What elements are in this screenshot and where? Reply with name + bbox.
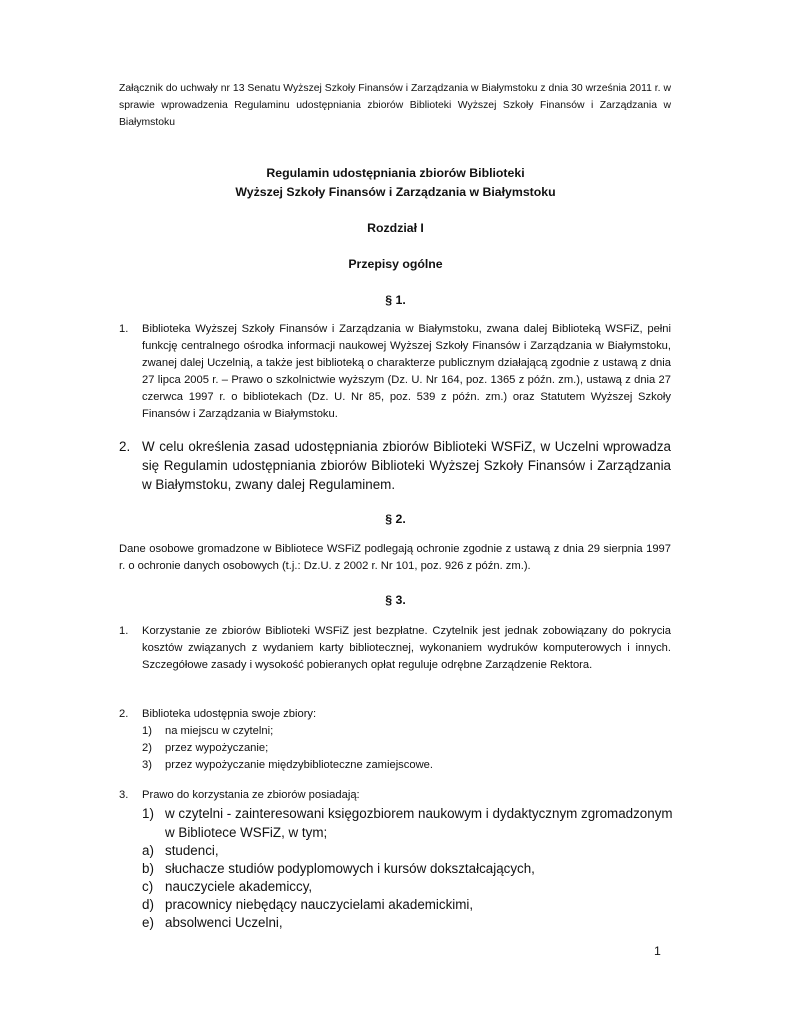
letter-marker: d): [142, 897, 154, 912]
letter-marker: c): [142, 879, 154, 894]
sub-text: na miejscu w czytelni;: [165, 725, 274, 737]
section-2-text: Dane osobowe gromadzone w Bibliotece WSFiZ podlegają ochronie zgodnie z ustawą z dnia 29 sierpnia 1997 r. o ochronie danych osobowych (t.j.: Dz.U. z 2002 r. Nr 101, poz. 926 z późn. zm.).: [119, 543, 671, 572]
sub-number: 2): [142, 742, 152, 754]
item-number: 3.: [119, 789, 129, 801]
sub-text: przez wypożyczanie międzybiblioteczne zamiejscowe.: [165, 759, 433, 771]
item-text: Biblioteka Wyższej Szkoły Finansów i Zarządzania w Białymstoku, zwana dalej Biblioteką WSFiZ, pełni funkcję centralnego ośrodka informacji naukowej Wyższej Szkoły Finansów i Zarządzania w Białymstoku, zwanej dalej Uczelnią, a także jest biblioteką o charakterze publicznym działającą zgodnie z ustawą z dnia 27 lipca 2005 r. – Prawo o szkolnictwie wyższym (Dz. U. Nr 164, poz. 1365 z późn. zm.), ustawą z dnia 27 czerwca 1997 r. o bibliotekach (Dz. U. Nr 85, poz. 539 z późn. zm.) oraz Statutem Wyższej Szkoły Finansów i Zarządzania w Białymstoku.: [142, 323, 671, 420]
section-2-heading: § 2.: [385, 512, 406, 526]
item-number: 1.: [119, 323, 129, 335]
letter-text: nauczyciele akademiccy,: [165, 879, 313, 894]
section-3-heading: § 3.: [385, 593, 406, 607]
page-number: 1: [654, 944, 661, 958]
item-text: W celu określenia zasad udostępniania zbiorów Biblioteki WSFiZ, w Uczelni wprowadza się Regulamin udostępniania zbiorów Biblioteki Wyższej Szkoły Finansów i Zarządzania w Białymstoku, zwany dalej Regulaminem.: [142, 439, 671, 492]
item-number: 2.: [119, 708, 129, 720]
document-title-line1: Regulamin udostępniania zbiorów Biblioteki: [266, 166, 525, 180]
item-text: Prawo do korzystania ze zbiorów posiadają:: [142, 789, 360, 801]
item-text: Biblioteka udostępnia swoje zbiory:: [142, 708, 317, 720]
sub-number: 1): [142, 725, 152, 737]
letter-text: studenci,: [165, 843, 219, 858]
letter-marker: b): [142, 861, 154, 876]
chapter-heading: Rozdział I: [367, 221, 424, 235]
sub-number: 3): [142, 759, 152, 771]
document-title-line2: Wyższej Szkoły Finansów i Zarządzania w Białymstoku: [235, 185, 556, 199]
sub-text-line2: w Bibliotece WSFiZ, w tym;: [165, 825, 328, 840]
item-number: 2.: [119, 439, 131, 454]
sub-text: przez wypożyczanie;: [165, 742, 269, 754]
sub-text-line1: w czytelni - zainteresowani księgozbiorem naukowym i dydaktycznym zgromadzonym: [165, 806, 673, 821]
sub-number: 1): [142, 806, 154, 821]
letter-text: słuchacze studiów podyplomowych i kursów dokształcających,: [165, 861, 535, 876]
letter-text: pracownicy niebędący nauczycielami akademickimi,: [165, 897, 474, 912]
letter-marker: a): [142, 843, 154, 858]
section-1-heading: § 1.: [385, 293, 406, 307]
attachment-header: Załącznik do uchwały nr 13 Senatu Wyższej Szkoły Finansów i Zarządzania w Białymstoku z dnia 30 września 2011 r. w sprawie wprowadzenia Regulaminu udostępniania zbiorów Biblioteki Wyższej Szkoły Finansów i Zarządzania w Białymstoku: [119, 83, 671, 128]
letter-text: absolwenci Uczelni,: [165, 915, 283, 930]
item-number: 1.: [119, 625, 129, 637]
letter-marker: e): [142, 915, 154, 930]
chapter-title: Przepisy ogólne: [348, 257, 443, 271]
item-text: Korzystanie ze zbiorów Biblioteki WSFiZ jest bezpłatne. Czytelnik jest jednak zobowiązany do pokrycia kosztów związanych z wydaniem karty bibliotecznej, wykonaniem wydruków komputerowych i innych. Szczegółowe zasady i wysokość pobieranych opłat reguluje odrębne Zarządzenie Rektora.: [142, 625, 671, 671]
